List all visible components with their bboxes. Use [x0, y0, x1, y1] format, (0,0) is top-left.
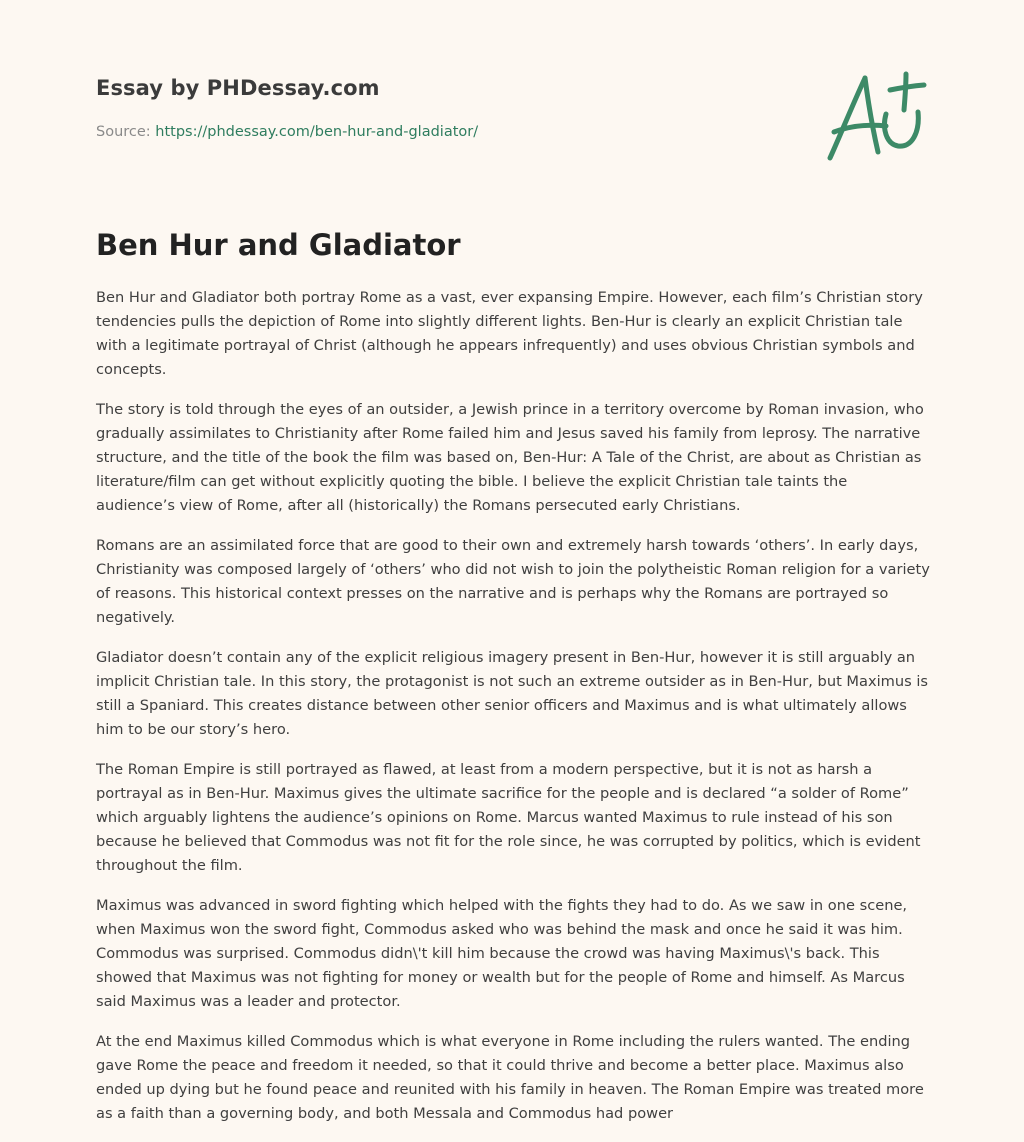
brand-title: Essay by PHDessay.com [96, 76, 380, 100]
source-link[interactable]: https://phdessay.com/ben-hur-and-gladiator/ [155, 124, 479, 140]
essay-paragraph: Maximus was advanced in sword fighting which helped with the fights they had to do. As we saw in one scene, when Maximus won the sword fight, Commodus asked who was behind the mask and once he said it was him. Commodus was surprised. Commodus didn\'t kill him because the crowd was having Maximus\'s back. This showed that Maximus was not fighting for money or wealth but for the people of Rome and himself. As Marcus said Maximus was a leader and protector. [96, 897, 908, 1010]
source-line [96, 124, 478, 140]
essay-paragraph: Ben Hur and Gladiator both portray Rome as a vast, ever expansing Empire. However, each film’s Christian story tendencies pulls the depiction of Rome into slightly different lights. Ben-Hur is clearly an explicit Christian tale with a legitimate portrayal of Christ (although he appears infrequently) and uses obvious Christian symbols and concepts. [96, 289, 923, 378]
essay-paragraph: Romans are an assimilated force that are good to their own and extremely harsh towards ‘others’. In early days, Christianity was composed largely of ‘others’ who did not wish to join the polytheistic Roman religion for a variety of reasons. This historical context presses on the narrative and is perhaps why the Romans are portrayed so negatively. [96, 537, 930, 626]
a-plus-grade-icon [820, 66, 930, 166]
essay-paragraph: At the end Maximus killed Commodus which is what everyone in Rome including the rulers wanted. The ending gave Rome the peace and freedom it needed, so that it could thrive and become a better place. Maximus also ended up dying but he found peace and reunited with his family in heaven. The Roman Empire was treated more as a faith than a governing body, and both Messala and Commodus had power [96, 1033, 924, 1122]
essay-paragraph: The Roman Empire is still portrayed as flawed, at least from a modern perspective, but it is not as harsh a portrayal as in Ben-Hur. Maximus gives the ultimate sacrifice for the people and is declared “a solder of Rome” which arguably lightens the audience’s opinions on Rome. Marcus wanted Maximus to rule instead of his son because he believed that Commodus was not fit for the role since, he was corrupted by politics, which is evident throughout the film. [96, 761, 921, 874]
essay-paragraph: Gladiator doesn’t contain any of the explicit religious imagery present in Ben-Hur, however it is still arguably an implicit Christian tale. In this story, the protagonist is not such an extreme outsider as in Ben-Hur, but Maximus is still a Spaniard. This creates distance between other senior officers and Maximus and is what ultimately allows him to be our story’s hero. [96, 649, 929, 738]
essay-body [96, 286, 930, 1142]
essay-paragraph: The story is told through the eyes of an outsider, a Jewish prince in a territory overcome by Roman invasion, who gradually assimilates to Christianity after Rome failed him and Jesus saved his family from leprosy. The narrative structure, and the title of the book the film was based on, Ben-Hur: A Tale of the Christ, are about as Christian as literature/film can get without explicitly quoting the bible. I believe the explicit Christian tale taints the audience’s view of Rome, after all (historically) the Romans persecuted early Christians. [96, 401, 924, 514]
essay-title: Ben Hur and Gladiator [96, 228, 461, 262]
source-label: Source: [96, 124, 156, 140]
